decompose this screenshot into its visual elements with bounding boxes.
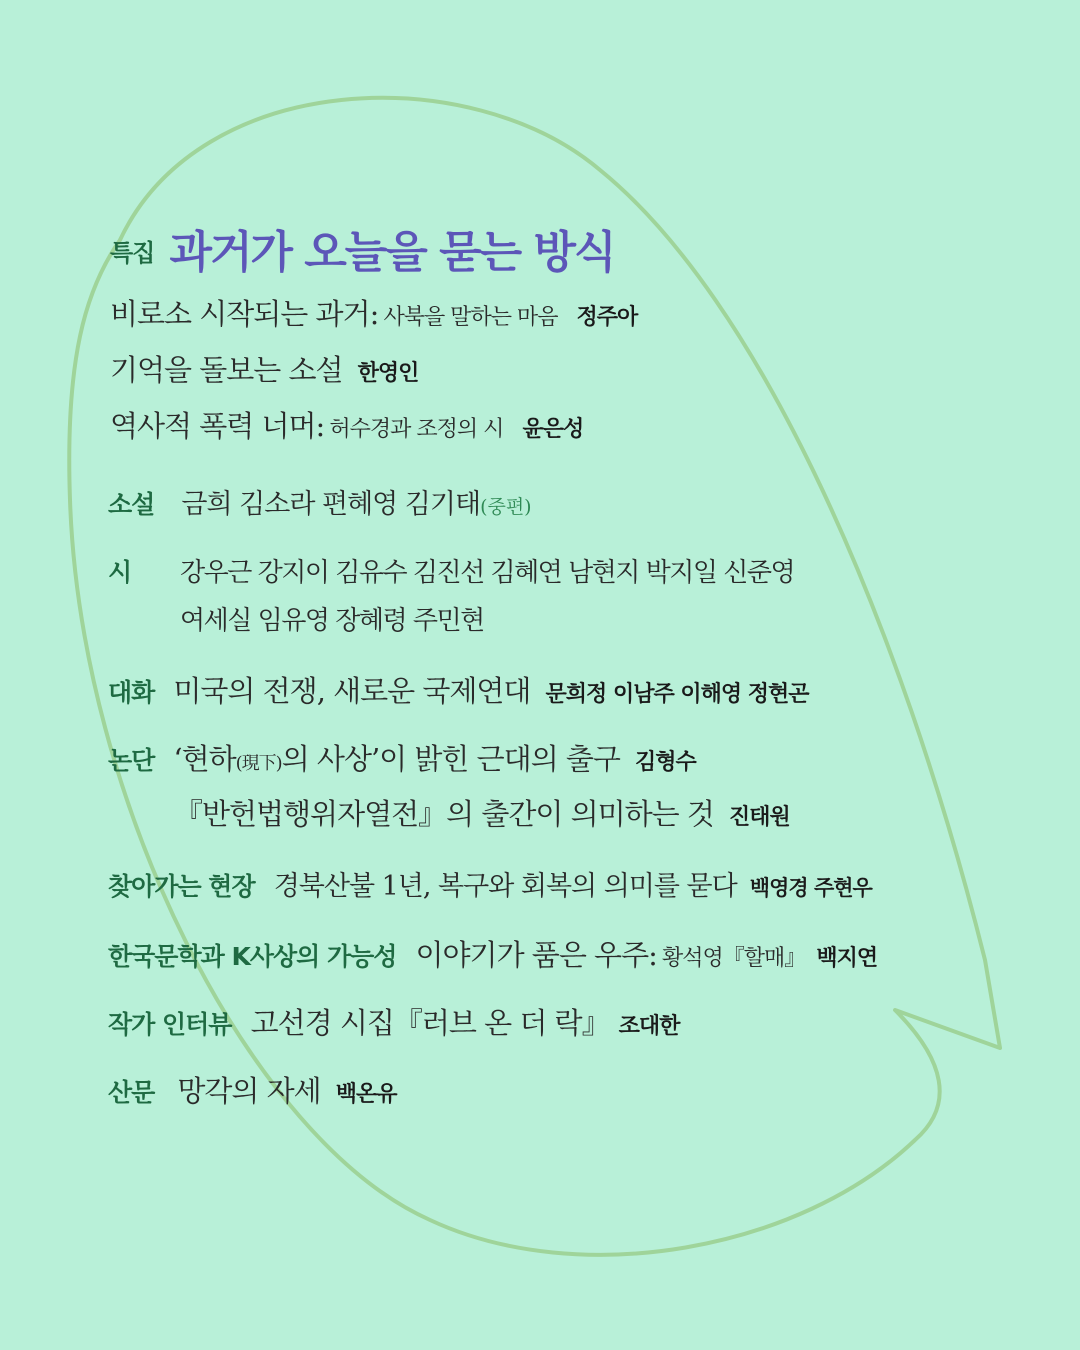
fiction-note: (중편) (480, 496, 532, 518)
section-criticism-item2 (174, 792, 790, 833)
feature-item-author: 한영인 (357, 361, 419, 386)
interview-author: 조대한 (618, 1014, 680, 1039)
feature-item-subtitle: 허수경과 조정의 시 (329, 417, 504, 442)
criticism-item1-author: 김형수 (635, 750, 696, 775)
section-poetry-line2 (180, 600, 484, 637)
poetry-authors-line2: 여세실 임유영 장혜령 주민현 (180, 606, 484, 636)
essay-title: 망각의 자세 (177, 1074, 321, 1108)
feature-item-author: 정주아 (576, 305, 638, 330)
section-label: 찾아가는 현장 (108, 872, 255, 901)
section-label: 산문 (108, 1078, 155, 1107)
poetry-authors-line1: 강우근 강지이 김유수 김진선 김혜연 남현지 박지일 신준영 (180, 558, 795, 588)
section-label: 작가 인터뷰 (108, 1010, 232, 1039)
section-label: 대화 (108, 678, 155, 707)
criticism-item1-hanja: (現下) (235, 753, 282, 774)
feature-item-subtitle: 사북을 말하는 마음 (383, 305, 558, 330)
section-field (108, 864, 872, 903)
section-essay (108, 1069, 397, 1110)
section-korean-lit (108, 933, 877, 974)
section-poetry (108, 552, 794, 589)
korean-lit-subtitle: 황석영『할매』 (661, 946, 806, 971)
section-fiction (108, 482, 532, 521)
feature-header (110, 216, 614, 280)
feature-item-title: 비로소 시작되는 과거: (110, 297, 379, 331)
field-authors: 백영경 주현우 (749, 876, 872, 900)
essay-author: 백온유 (335, 1082, 397, 1107)
section-label: 논단 (108, 746, 155, 775)
section-label: 한국문학과 K사상의 가능성 (108, 942, 397, 971)
feature-label: 특집 (110, 239, 155, 267)
feature-title: 과거가 오늘을 묻는 방식 (169, 227, 615, 278)
feature-item-title: 역사적 폭력 너머: (110, 409, 325, 443)
feature-item (110, 404, 583, 445)
korean-lit-title: 이야기가 품은 우주: (415, 938, 657, 972)
section-label: 시 (108, 558, 132, 587)
feature-item (110, 348, 418, 389)
section-dialogue (108, 669, 809, 710)
interview-title: 고선경 시집『러브 온 더 락』 (250, 1006, 610, 1040)
dialogue-authors: 문희정 이남주 이해영 정현곤 (545, 682, 809, 707)
dialogue-title: 미국의 전쟁, 새로운 국제연대 (173, 674, 531, 708)
korean-lit-author: 백지연 (816, 946, 878, 971)
criticism-item2-title: 『반헌법행위자열전』의 출간이 의미하는 것 (174, 797, 714, 831)
section-criticism (108, 737, 696, 778)
section-label: 소설 (108, 490, 155, 519)
fiction-authors: 금희 김소라 편혜영 김기태 (181, 489, 481, 520)
section-interview (108, 1001, 679, 1042)
field-title: 경북산불 1년, 복구와 회복의 의미를 묻다 (273, 871, 737, 902)
criticism-item1-title-end: 의 사상’이 밝힌 근대의 출구 (281, 742, 620, 776)
feature-item-author: 윤은성 (522, 417, 584, 442)
criticism-item1-title-start: ‘현하 (173, 742, 236, 776)
feature-item (110, 292, 637, 333)
criticism-item2-author: 진태원 (729, 805, 790, 830)
feature-item-title: 기억을 돌보는 소설 (110, 353, 343, 387)
